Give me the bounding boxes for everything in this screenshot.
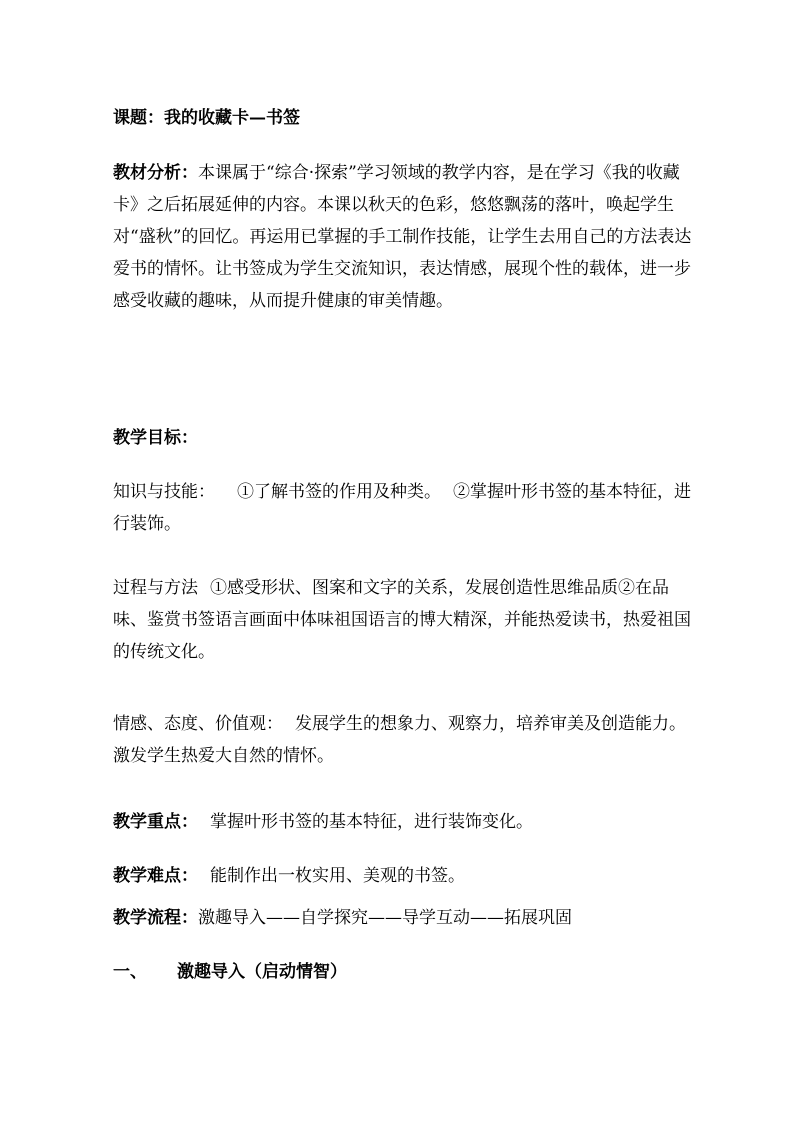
knowledge-skills-item-2: ②掌握叶形书签的基本特征，进行装饰。	[113, 482, 691, 534]
teaching-flow-text: 激趣导入——自学探究——导学互动——拓展巩固	[198, 908, 572, 928]
knowledge-skills	[113, 476, 698, 540]
teaching-difficulty-text: 能制作出一枚实用、美观的书签。	[210, 866, 465, 886]
process-methods-text: ①感受形状、图案和文字的关系，发展创造性思维品质②在品味、鉴赏书签语言画面中体味祖国语言的博大精深，并能热爱读书，热爱祖国的传统文化。	[113, 578, 691, 662]
material-analysis	[113, 157, 698, 317]
material-analysis-label: 教材分析：	[113, 163, 198, 183]
teaching-flow-label: 教学流程：	[113, 908, 198, 928]
process-methods	[113, 572, 698, 668]
teaching-goals-heading	[113, 422, 698, 454]
teaching-flow	[113, 902, 698, 934]
section-1-heading	[113, 956, 698, 988]
section-1-text: 激趣导入（启动情智）	[177, 962, 347, 982]
teaching-difficulty	[113, 860, 698, 892]
knowledge-skills-item-1: ①了解书签的作用及种类。	[237, 482, 441, 502]
teaching-goals-label: 教学目标：	[113, 428, 198, 448]
knowledge-skills-label: 知识与技能：	[113, 482, 215, 502]
teaching-key-point-text: 掌握叶形书签的基本特征，进行装饰变化。	[210, 812, 533, 832]
emotion-values-label: 情感、态度、价值观：	[113, 714, 283, 734]
teaching-key-point-label: 教学重点：	[113, 812, 198, 832]
lesson-title-label: 课题：	[113, 108, 164, 128]
emotion-values	[113, 708, 698, 772]
material-analysis-text: 本课属于“综合·探索”学习领域的教学内容，是在学习《我的收藏卡》之后拓展延伸的内容。本课以秋天的色彩，悠悠飘荡的落叶，唤起学生对“盛秋”的回忆。再运用已掌握的手工制作技能，让学生去用自己的方法表达爱书的情怀。让书签成为学生交流知识，表达情感，展现个性的载体，进一步感受收藏的趣味，从而提升健康的审美情趣。	[113, 163, 692, 311]
teaching-key-point	[113, 806, 698, 838]
teaching-difficulty-label: 教学难点：	[113, 866, 198, 886]
process-methods-label: 过程与方法	[113, 578, 198, 598]
section-1-number: 一、	[113, 962, 147, 982]
emotion-values-text: 发展学生的想象力、观察力，培养审美及创造能力。激发学生热爱大自然的情怀。	[113, 714, 686, 766]
lesson-title-text: 我的收藏卡—书签	[164, 108, 300, 128]
lesson-title	[113, 102, 698, 134]
